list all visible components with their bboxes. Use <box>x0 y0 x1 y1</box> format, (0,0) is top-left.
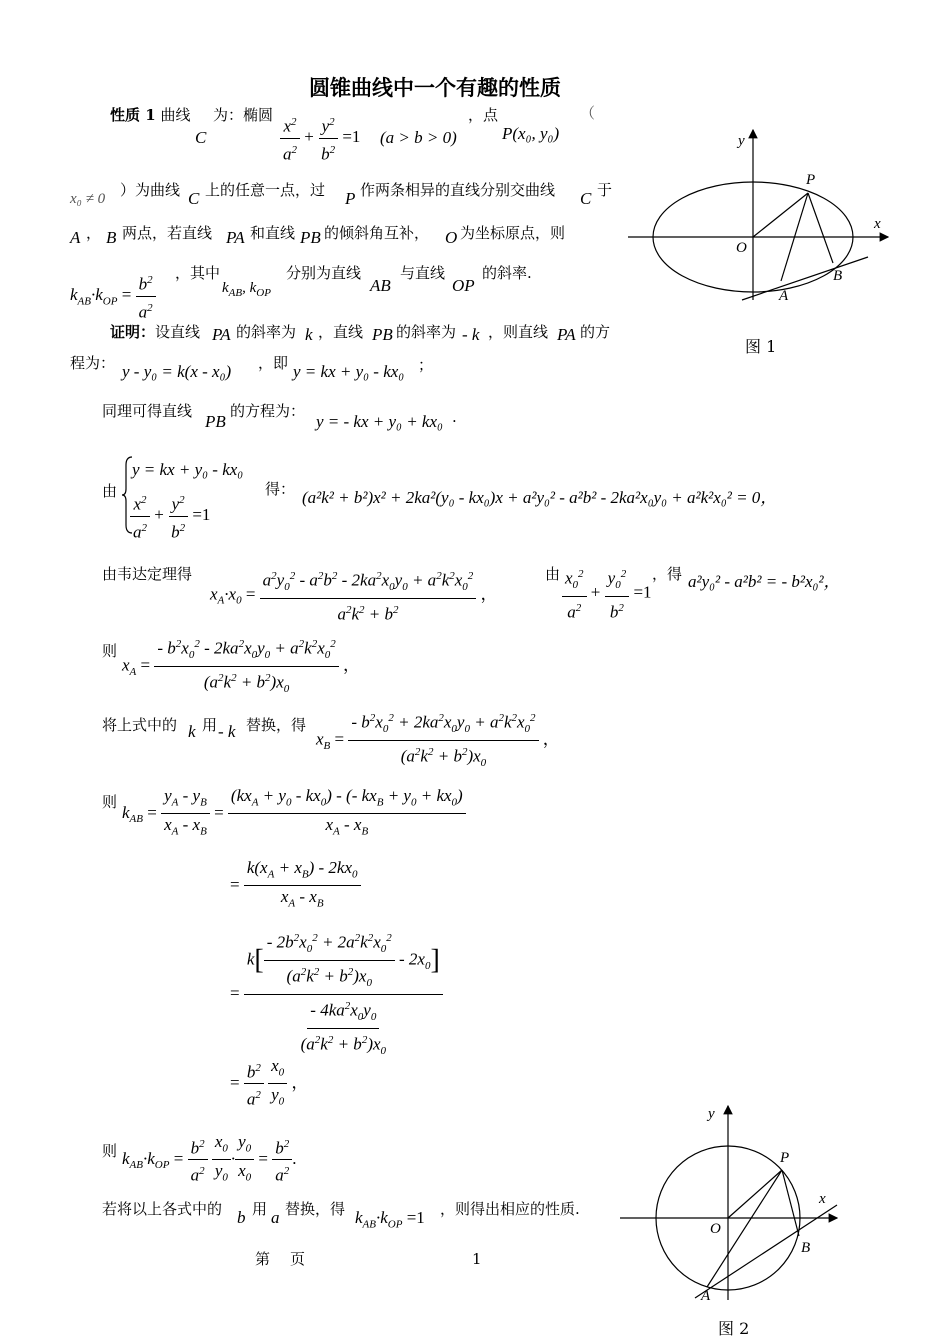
eq-line-PB: y = - kx + y₀ + kx₀ <box>316 412 443 431</box>
text: 将上式中的 <box>102 716 178 734</box>
sym-a: a <box>271 1208 280 1227</box>
ellipse-at-P: $\frac{x_0^2}{a^2}$ + $\frac{y_0^2}{b^2}$ =1 <box>562 564 652 623</box>
text: ，则得出相应的性质. <box>440 1200 580 1218</box>
kAB-step-2: = $\frac{k(x_A + x_B) - 2kx_0}{x_A - x_B}$ <box>230 858 361 914</box>
text: 作两条相异的直线分别交曲线 <box>360 181 556 199</box>
point-P: P(x₀, y₀) <box>502 124 560 143</box>
final-product-circle: $k_{AB}\cdot k_{OP} =1$ <box>355 1208 425 1231</box>
text: 为坐标原点，则 <box>460 224 566 242</box>
xA-formula: $x_A$ = $\frac{- b^2x_0^2 - 2ka^2x_0y_0 + a^2k^2x_0^2}{(a^2k^2 + b^2)x_0}$ ， <box>122 634 360 699</box>
line-AB <box>695 1205 837 1298</box>
sym-AB: AB <box>370 276 391 295</box>
sym-neg-k: - k <box>218 722 236 741</box>
label-A: A <box>701 1288 711 1304</box>
text: . <box>452 408 457 426</box>
kAB-step-1: $k_{AB}$ = $\frac{y_A - y_B}{x_A - x_B}$ = $\frac{(kx_A + y_0 - kx_0) - (- kx_B + y_0 + kx_0)}{x_A - x_B}$ <box>122 786 466 842</box>
label-x: x <box>819 1191 826 1207</box>
sym-PB: PB <box>372 325 393 344</box>
sym-C: C <box>195 128 207 147</box>
label-A: A <box>779 288 789 304</box>
ellipse-equation: $\frac{x^2}{a^2}$ + $\frac{y^2}{b^2}$ =1 <box>280 112 360 164</box>
label-y: y <box>708 1106 715 1122</box>
property-number: 性质 1 <box>110 106 156 124</box>
proof-label: 证明： <box>110 323 156 341</box>
kAB-result: = $\frac{b^2}{a^2}$ $\frac{x_0}{y_0}$ ， <box>230 1056 309 1110</box>
text: 用 <box>202 716 218 734</box>
text: ）为曲线 <box>120 181 181 199</box>
slope-product: $k_{AB}\cdot k_{OP}$ = $\frac{b^2}{a^2}$ <box>70 270 156 322</box>
text: ，得 <box>652 565 683 583</box>
text: 与直线 <box>400 264 446 282</box>
text: 则 <box>102 1142 118 1160</box>
text: 替换，得 <box>285 1200 346 1218</box>
text: 用 <box>252 1200 268 1218</box>
line-AB <box>742 257 868 300</box>
sym-PB: PB <box>300 228 321 247</box>
sym-k: k <box>305 325 313 344</box>
text: 和直线 <box>250 224 296 242</box>
property-label <box>110 106 190 124</box>
text: 同理可得直线 <box>102 402 193 420</box>
text: 于 <box>597 181 613 199</box>
text: 的斜率为 <box>236 323 297 341</box>
sym-b: b <box>237 1208 246 1227</box>
ellipse-condition: (a > b > 0) <box>380 128 457 147</box>
label-B: B <box>801 1240 811 1256</box>
label-P: P <box>806 172 816 188</box>
final-product: $k_{AB}\cdot k_{OP}$ = $\frac{b^2}{a^2}$ $\frac{x_0}{y_0}$ · $\frac{y_0}{x_0}$ = $\frac{b^2}{a^2}$ . <box>122 1132 297 1186</box>
page-title: 圆锥曲线中一个有趣的性质 <box>309 76 561 100</box>
system-eq-1: y = kx + y₀ - kx₀ <box>132 460 244 479</box>
sym-OP: OP <box>452 276 475 295</box>
kAB-step-3: = k[ $\frac{- 2b^2x_0^2 + 2a^2k^2x_0^2}{(a^2k^2 + b^2)x_0}$ - $2x_0$] $\frac{- 4ka^2x_0y_0}{(a^2k^2 + b^2)x_0}$ <box>230 928 443 1061</box>
text: 由韦达定理得 <box>102 565 193 583</box>
segment-OP <box>728 1170 782 1218</box>
text: ，其中 <box>175 264 221 282</box>
sym-B: B <box>106 228 117 247</box>
label-y: y <box>738 133 745 149</box>
text: ，则直线 <box>488 323 549 341</box>
text: ， <box>86 224 102 242</box>
text: ，直线 <box>318 323 364 341</box>
sym-neg-k: - k <box>462 325 480 344</box>
slopes: $k_{AB}$, $k_{OP}$ <box>222 280 271 299</box>
vieta-product: $x_A\cdot x_0$ = $\frac{a^2y_0^2 - a^2b^2 - 2ka^2x_0y_0 + a^2k^2x_0^2}{a^2k^2 + b^2}$ ， <box>210 566 498 625</box>
text: 上的任意一点，过 <box>205 181 326 199</box>
figure-2 <box>615 1100 845 1305</box>
figure-1-caption: 图 1 <box>745 337 777 356</box>
eq-line-PA-2: y = kx + y₀ - kx₀ <box>293 362 405 381</box>
text: 的斜率为 <box>396 323 457 341</box>
page-number: 1 <box>472 1250 482 1268</box>
text: ，点 <box>468 106 499 124</box>
footer-di: 第 <box>255 1250 271 1268</box>
sym-O: O <box>445 228 458 247</box>
text: 由 <box>102 482 118 500</box>
sym-PA: PA <box>212 325 231 344</box>
text: ，即 <box>258 354 289 372</box>
text: 为：椭圆 <box>213 106 274 124</box>
text: 两点，若直线 <box>122 224 213 242</box>
figure-2-caption: 图 2 <box>718 1319 750 1338</box>
segment-PB <box>808 193 833 263</box>
system-eq-2: $\frac{x^2}{a^2}$ + $\frac{y^2}{b^2}$ =1 <box>130 490 210 542</box>
text: 的方 <box>580 323 611 341</box>
xB-formula: $x_B$ = $\frac{- b^2x_0^2 + 2ka^2x_0y_0 + a^2k^2x_0^2}{(a^2k^2 + b^2)x_0}$ ， <box>316 708 560 773</box>
segment-PB <box>782 1170 799 1236</box>
text: 则 <box>102 642 118 660</box>
sym-k: k <box>188 722 196 741</box>
sym-PB: PB <box>205 412 226 431</box>
text: 的方程为： <box>230 402 306 420</box>
label-B: B <box>833 268 843 284</box>
text: 的倾斜角互补， <box>324 224 430 242</box>
vieta-result: a²y₀² - a²b² = - b²x₀²， <box>688 572 841 591</box>
text: 程为： <box>70 354 116 372</box>
label-O: O <box>736 240 747 256</box>
text: 设直线 <box>155 323 201 341</box>
text: 若将以上各式中的 <box>102 1200 223 1218</box>
text: 则 <box>102 793 118 811</box>
label-x: x <box>874 216 881 232</box>
sym-PA: PA <box>557 325 576 344</box>
sym-C: C <box>580 189 592 208</box>
text: 分别为直线 <box>286 264 362 282</box>
quadratic-equation: (a²k² + b²)x² + 2ka²(y₀ - kx₀)x + a²y₀² - a²b² - 2ka²x₀y₀ + a²k²x₀² = 0， <box>302 488 778 507</box>
text: 的斜率. <box>482 264 532 282</box>
text: 替换，得 <box>246 716 307 734</box>
paren: （ <box>580 104 596 122</box>
sym-P: P <box>345 189 356 208</box>
sym-A: A <box>70 228 81 247</box>
proof-line <box>110 323 200 341</box>
x0-condition: x₀ ≠ 0 <box>70 191 106 207</box>
label-P: P <box>780 1150 790 1166</box>
text: 由 <box>545 565 561 583</box>
footer-ye: 页 <box>290 1250 306 1268</box>
sym-PA: PA <box>226 228 245 247</box>
figure-1 <box>620 120 900 320</box>
label-O: O <box>710 1221 721 1237</box>
text: ； <box>418 356 434 374</box>
sym-C: C <box>188 189 200 208</box>
segment-OP <box>753 193 808 237</box>
eq-line-PA: y - y₀ = k(x - x₀) <box>122 362 232 381</box>
text: 得： <box>265 480 296 498</box>
text: 曲线 <box>160 106 191 124</box>
